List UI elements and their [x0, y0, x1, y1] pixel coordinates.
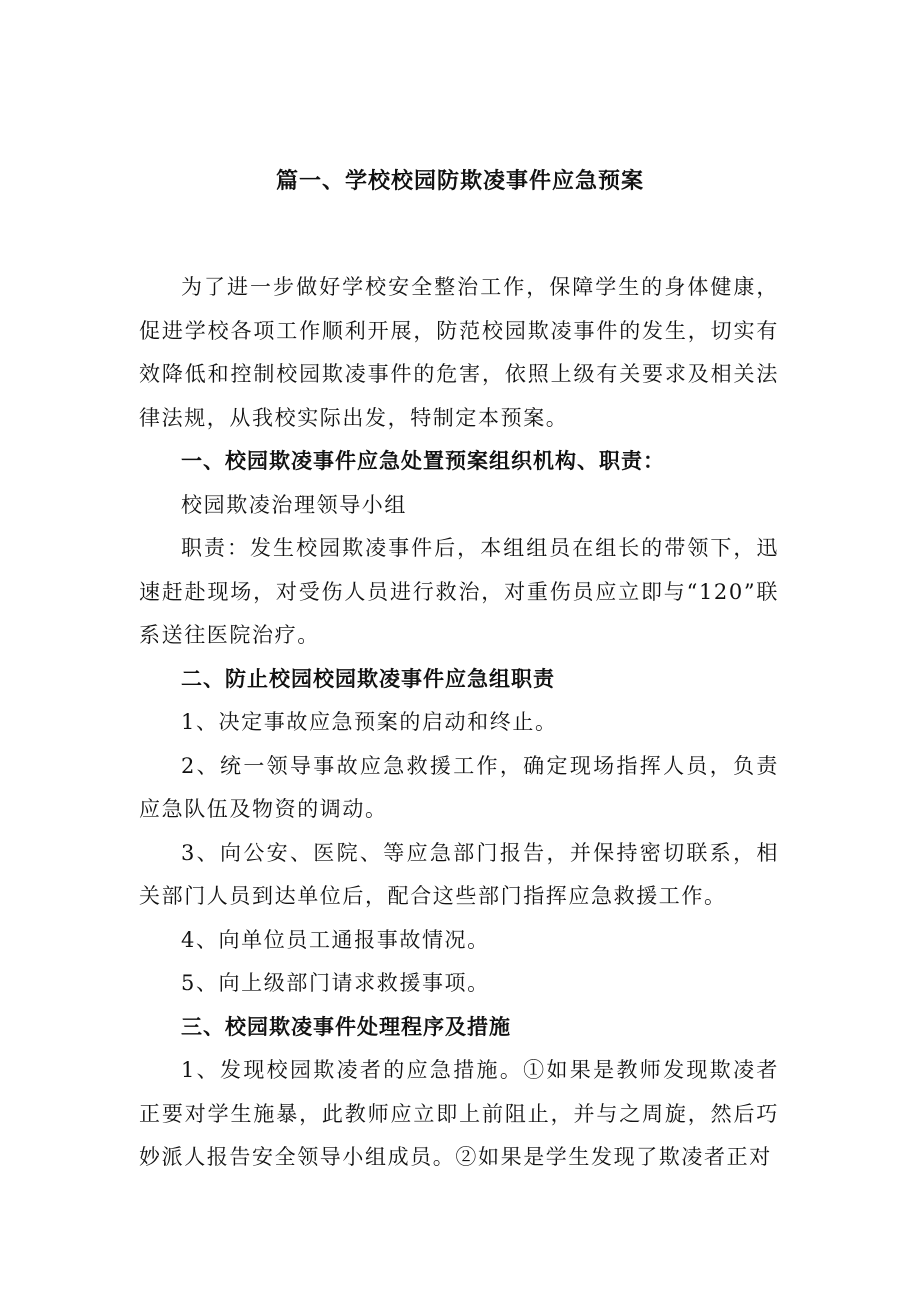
list-item-3: 3、向公安、医院、等应急部门报告，并保持密切联系，相关部门人员到达单位后，配合这些部门指挥应急救援工作。	[139, 840, 779, 908]
measures-paragraph: 1、发现校园欺凌者的应急措施。①如果是教师发现欺凌者正要对学生施暴，此教师应立即上前阻止，并与之周旋，然后巧妙派人报告安全领导小组成员。②如果是学生发现了欺凌者正对	[139, 1058, 779, 1169]
intro-paragraph: 为了进一步做好学校安全整治工作，保障学生的身体健康，促进学校各项工作顺利开展，防范校园欺凌事件的发生，切实有效降低和控制校园欺凌事件的危害，依照上级有关要求及相关法律法规，从我校实际出发，特制定本预案。	[139, 275, 779, 430]
section-heading-2: 二、防止校园校园欺凌事件应急组职责	[181, 666, 555, 691]
list-item-4: 4、向单位员工通报事故情况。	[181, 927, 490, 952]
duties-paragraph: 职责：发生校园欺凌事件后，本组组员在组长的带领下，迅速赶赴现场，对受伤人员进行救治，对重伤员应立即与“120”联系送往医院治疗。	[139, 536, 779, 647]
leadership-group-name: 校园欺凌治理领导小组	[181, 492, 407, 517]
document-title: 篇一、学校校园防欺凌事件应急预案	[275, 169, 644, 194]
section-heading-3: 三、校园欺凌事件处理程序及措施	[181, 1014, 511, 1039]
list-item-5: 5、向上级部门请求救援事项。	[181, 971, 490, 995]
list-item-1: 1、决定事故应急预案的启动和终止。	[181, 710, 558, 734]
list-item-2: 2、统一领导事故应急救援工作，确定现场指挥人员，负责应急队伍及物资的调动。	[139, 753, 779, 821]
section-heading-1: 一、校园欺凌事件应急处置预案组织机构、职责：	[181, 449, 665, 473]
document-body	[139, 266, 779, 1180]
